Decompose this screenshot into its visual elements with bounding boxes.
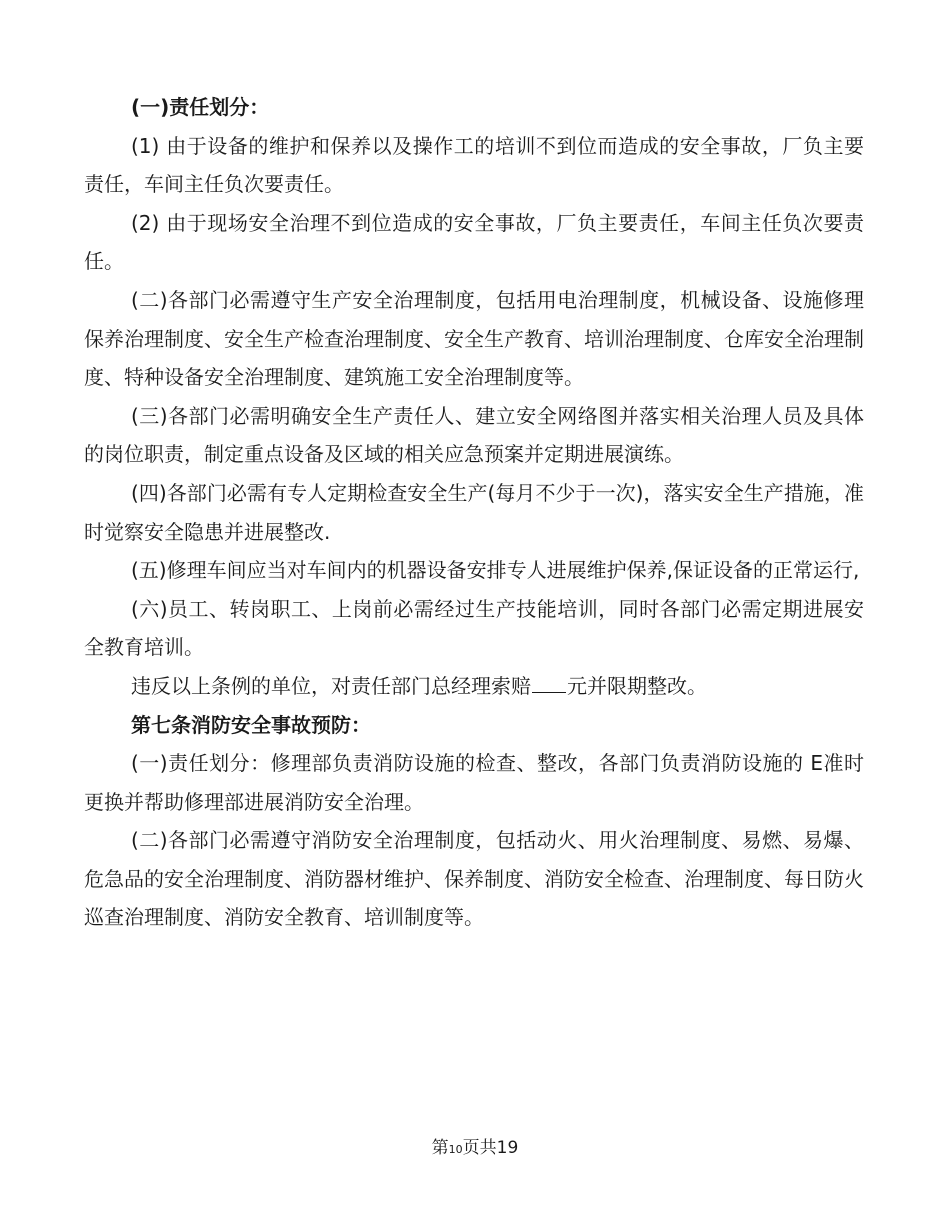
- paragraph-8: [84, 667, 864, 706]
- document-body: [84, 88, 864, 937]
- paragraph-2: (2) 由于现场安全治理不到位造成的安全事故，厂负主要责任，车间主任负次要责任。: [84, 210, 864, 274]
- paragraph-4: (三)各部门必需明确安全生产责任人、建立安全网络图并落实相关治理人员及具体的岗位职责，制定重点设备及区域的相关应急预案并定期进展演练。: [84, 403, 864, 467]
- footer-prefix: 第: [431, 1138, 449, 1158]
- paragraph-5: (四)各部门必需有专人定期检查安全生产(每月不少于一次)，落实安全生产措施，准时觉察安全隐患并进展整改.: [84, 480, 864, 544]
- footer-page-number: 10: [448, 1143, 463, 1156]
- paragraph-8-after: 元并限期整改。: [567, 673, 707, 698]
- paragraph-10: (二)各部门必需遵守消防安全治理制度，包括动火、用火治理制度、易燃、易爆、危急品的安全治理制度、消防器材维护、保养制度、消防安全检查、治理制度、每日防火巡查治理制度、消防安全教育、培训制度等。: [84, 828, 864, 930]
- footer-total-pages: 19: [496, 1138, 519, 1158]
- paragraph-8-before: 违反以上条例的单位，对责任部门总经理索赔: [131, 673, 531, 698]
- paragraph-3: (二)各部门必需遵守生产安全治理制度，包括用电治理制度，机械设备、设施修理保养治理制度、安全生产检查治理制度、安全生产教育、培训治理制度、仓库安全治理制度、特种设备安全治理制度、建筑施工安全治理制度等。: [84, 287, 864, 390]
- section-heading-fire-safety: 第七条消防安全事故预防：: [131, 712, 371, 737]
- paragraph-7: (六)员工、转岗职工、上岗前必需经过生产技能培训，同时各部门必需定期进展安全教育培训。: [84, 596, 864, 660]
- section-heading-responsibility: (一)责任划分：: [131, 95, 270, 119]
- paragraph-9: (一)责任划分：修理部负责消防设施的检查、整改，各部门负责消防设施的 E准时更换并帮助修理部进展消防安全治理。: [84, 751, 864, 814]
- fill-in-blank: [532, 676, 566, 693]
- paragraph-1: (1) 由于设备的维护和保养以及操作工的培训不到位而造成的安全事故，厂负主要责任，车间主任负次要责任。: [84, 133, 864, 197]
- paragraph-6: (五)修理车间应当对车间内的机器设备安排专人进展维护保养,保证设备的正常运行,: [131, 558, 860, 583]
- footer-middle: 页共: [462, 1138, 497, 1158]
- page-footer: [0, 1133, 950, 1158]
